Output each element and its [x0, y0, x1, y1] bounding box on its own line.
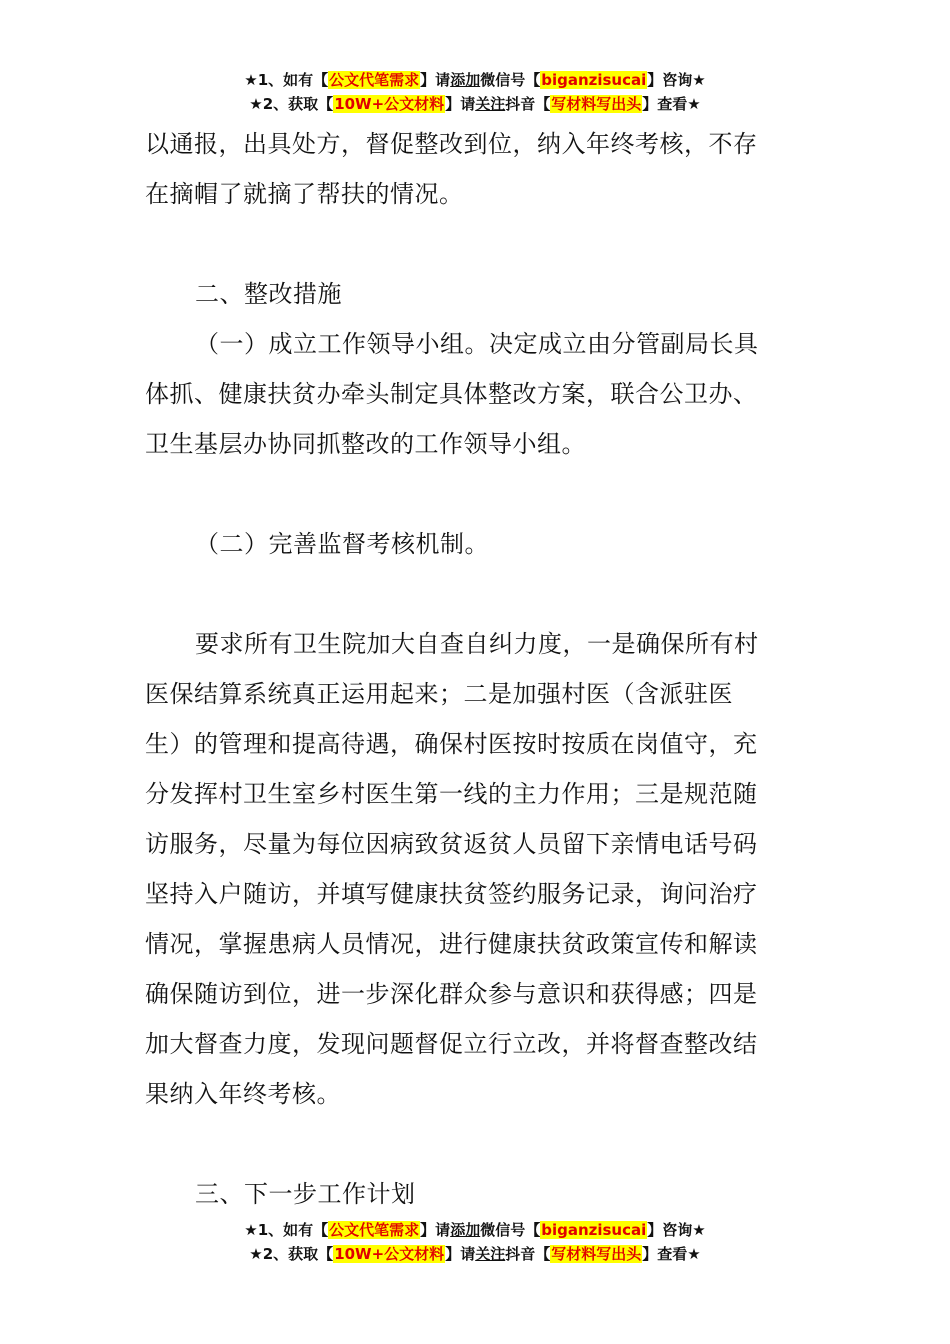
banner-text: 微信号【 — [480, 1221, 541, 1239]
paragraph-line: 分发挥村卫生室乡村医生第一线的主力作用；三是规范随 — [145, 780, 758, 808]
banner-text: 】咨询★ — [647, 1221, 706, 1239]
document-body — [145, 119, 810, 1219]
spacer — [145, 219, 810, 269]
banner-text: 2、获取【 — [262, 1245, 334, 1263]
paragraph-line: 医保结算系统真正运用起来；二是加强村医（含派驻医 — [145, 680, 733, 708]
star-icon: ★ — [249, 95, 263, 113]
banner-text: 1、如有【 — [257, 1221, 329, 1239]
underlined-text: 添加 — [450, 71, 481, 89]
banner-text: 2、获取【 — [262, 95, 334, 113]
paragraph-line: 体抓、健康扶贫办牵头制定具体整改方案，联合公卫办、 — [145, 380, 758, 408]
paragraph-line: 坚持入户随访，并填写健康扶贫签约服务记录，询问治疗 — [145, 880, 758, 908]
douyin-account: 写材料写出头 — [551, 1245, 642, 1263]
star-icon: ★ — [244, 71, 258, 89]
underlined-text: 添加 — [450, 1221, 481, 1239]
banner-text: 】请 — [445, 95, 476, 113]
banner-line-2 — [0, 92, 950, 116]
star-icon: ★ — [244, 1221, 258, 1239]
paragraph-line: 确保随访到位，进一步深化群众参与意识和获得感；四是 — [145, 980, 758, 1008]
banner-text: 】咨询★ — [647, 71, 706, 89]
wechat-id: biganzisucai — [541, 71, 647, 89]
paragraph-line: 情况，掌握患病人员情况，进行健康扶贫政策宣传和解读 — [145, 930, 758, 958]
subsection-heading: （二）完善监督考核机制。 — [195, 530, 489, 558]
paragraph-line: 加大督查力度，发现问题督促立行立改，并将督查整改结 — [145, 1030, 758, 1058]
wechat-id: biganzisucai — [541, 1221, 647, 1239]
banner-text: 】请 — [420, 1221, 451, 1239]
paragraph-line: 以通报，出具处方，督促整改到位，纳入年终考核，不存 — [145, 130, 758, 158]
spacer — [145, 469, 810, 519]
paragraph-line: 果纳入年终考核。 — [145, 1080, 341, 1108]
paragraph-line: 生）的管理和提高待遇，确保村医按时按质在岗值守，充 — [145, 730, 758, 758]
douyin-account: 写材料写出头 — [551, 95, 642, 113]
paragraph-line: 访服务，尽量为每位因病致贫返贫人员留下亲情电话号码 — [145, 830, 758, 858]
spacer — [145, 569, 810, 619]
highlight-text: 10W+公文材料 — [334, 1245, 445, 1263]
banner-line-1 — [0, 68, 950, 92]
star-icon: ★ — [249, 1245, 263, 1263]
banner-text: 】请 — [445, 1245, 476, 1263]
footer-banner — [0, 1218, 950, 1266]
highlight-text: 10W+公文材料 — [334, 95, 445, 113]
spacer — [145, 1119, 810, 1169]
highlight-text: 公文代笔需求 — [329, 71, 420, 89]
section-heading-2: 二、整改措施 — [195, 280, 342, 308]
banner-text: 】请 — [420, 71, 451, 89]
paragraph-line: （一）成立工作领导小组。决定成立由分管副局长具 — [195, 330, 759, 358]
banner-text: 微信号【 — [480, 71, 541, 89]
underlined-text: 关注 — [475, 1245, 506, 1263]
highlight-text: 公文代笔需求 — [329, 1221, 420, 1239]
paragraph-line: 卫生基层办协同抓整改的工作领导小组。 — [145, 430, 586, 458]
banner-text: 】查看★ — [642, 1245, 701, 1263]
underlined-text: 关注 — [475, 95, 506, 113]
paragraph-line: 要求所有卫生院加大自查自纠力度，一是确保所有村 — [195, 630, 759, 658]
section-heading-3: 三、下一步工作计划 — [195, 1180, 416, 1208]
banner-line-1 — [0, 1218, 950, 1242]
header-banner — [0, 68, 950, 116]
banner-text: 】查看★ — [642, 95, 701, 113]
paragraph-line: 在摘帽了就摘了帮扶的情况。 — [145, 180, 464, 208]
banner-text: 抖音【 — [505, 1245, 551, 1263]
banner-text: 抖音【 — [505, 95, 551, 113]
banner-line-2 — [0, 1242, 950, 1266]
banner-text: 1、如有【 — [257, 71, 329, 89]
